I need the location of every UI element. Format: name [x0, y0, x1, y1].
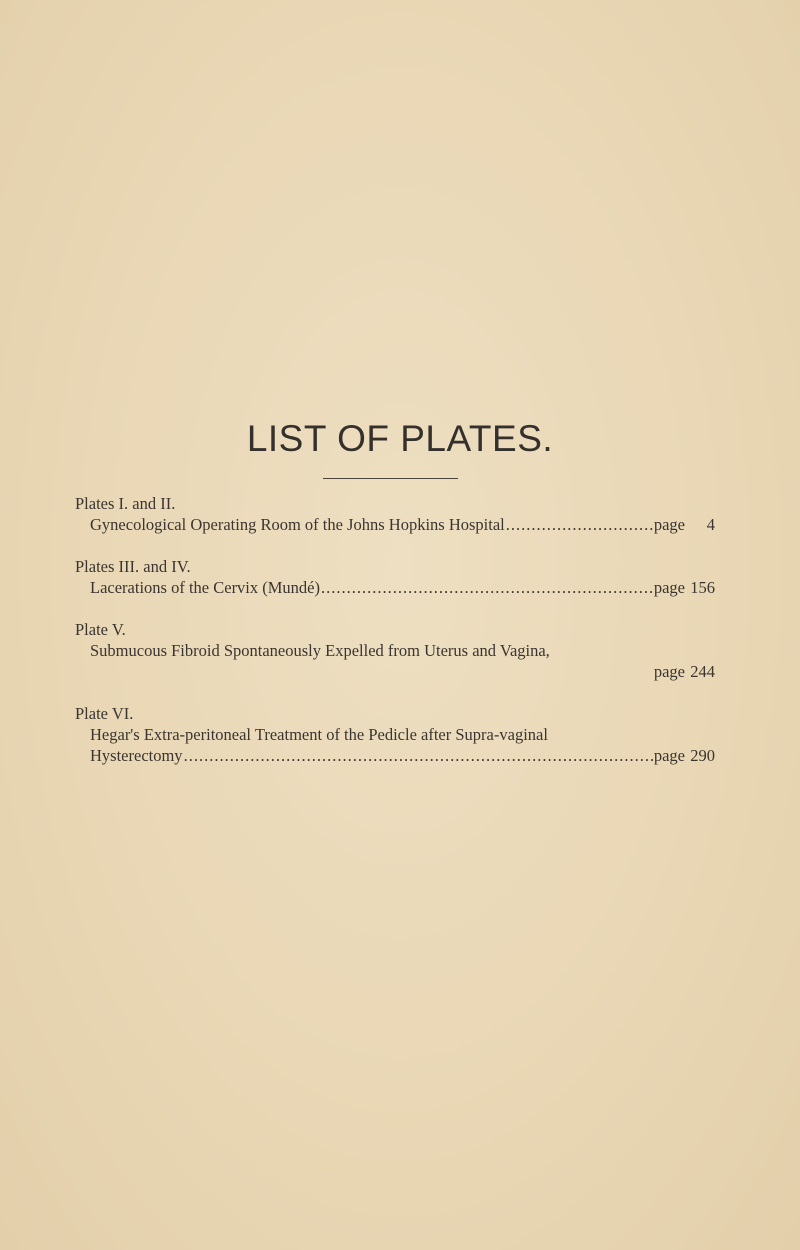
plate-page-ref: [75, 661, 715, 682]
page-label: page: [653, 746, 685, 765]
plate-heading: Plate VI.: [75, 704, 134, 723]
plates-list: [75, 493, 715, 787]
plate-heading: Plates I. and II.: [75, 494, 176, 513]
plate-description: Gynecological Operating Room of the Johns Hopkins Hospital: [90, 515, 505, 534]
leader-dots: [184, 745, 653, 766]
page-label: page: [653, 578, 685, 597]
page-label: page: [653, 515, 685, 534]
plate-page-ref: [654, 514, 715, 535]
plate-entry: [75, 493, 715, 535]
page-label: page: [653, 662, 685, 681]
plate-line: [75, 745, 715, 766]
page-number: 244: [690, 662, 715, 681]
plate-line: [75, 577, 715, 598]
plate-entry: [75, 703, 715, 766]
page-title: LIST OF PLATES.: [246, 418, 554, 459]
plate-heading: Plates III. and IV.: [75, 557, 191, 576]
leader-dots: [321, 577, 653, 598]
plate-description: Lacerations of the Cervix (Mundé): [90, 578, 321, 597]
page-number: 156: [690, 578, 715, 597]
plate-description: Hegar's Extra-peritoneal Treatment of the Pedicle after Supra-vaginal: [90, 725, 548, 744]
leader-dots: [506, 514, 653, 535]
title-divider: [323, 478, 458, 479]
plate-line: [75, 514, 715, 535]
page-number: 290: [690, 746, 715, 765]
plate-heading: Plate V.: [75, 620, 126, 639]
page-number: 4: [706, 515, 715, 534]
plate-page-ref: [654, 745, 715, 766]
plate-description-continued: Hysterectomy: [90, 746, 183, 765]
plate-description: Submucous Fibroid Spontaneously Expelled from Uterus and Vagina,: [90, 641, 550, 660]
plate-page-ref: [654, 577, 715, 598]
plate-entry: [75, 556, 715, 598]
plate-entry: [75, 619, 715, 682]
